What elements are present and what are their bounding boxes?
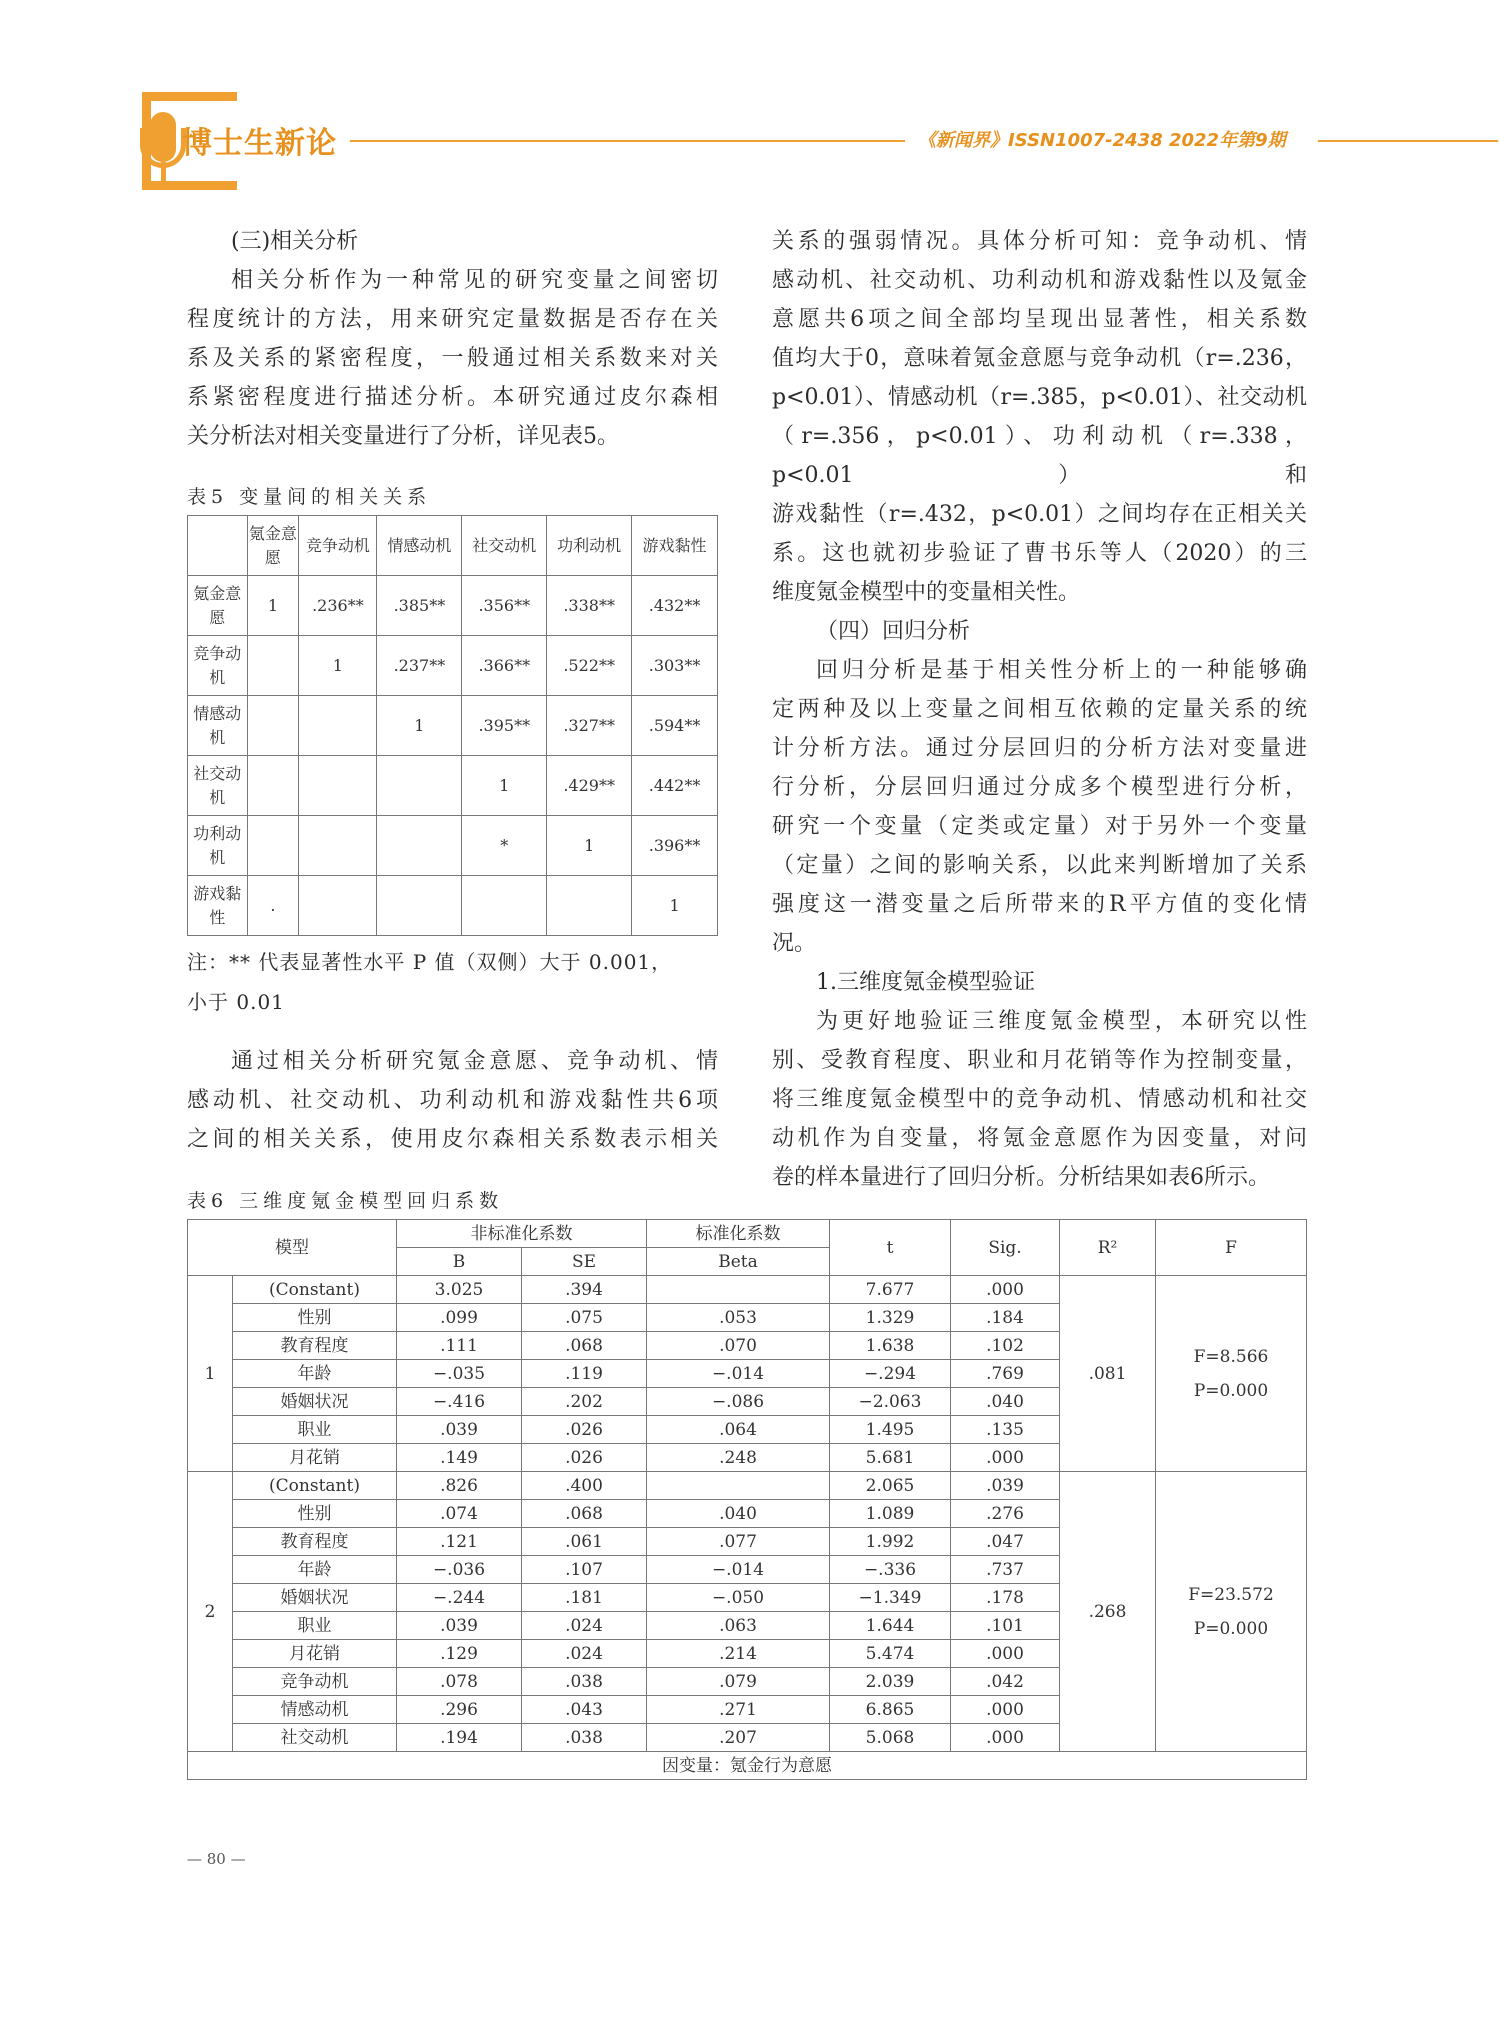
table-cell: 1.495 <box>830 1416 951 1444</box>
text-line: 将三维度氪金模型中的竞争动机、情感动机和社交 <box>772 1087 1307 1112</box>
table-cell: .181 <box>522 1584 647 1612</box>
col-header-b: B <box>397 1248 522 1276</box>
table-cell: .063 <box>647 1612 830 1640</box>
table-cell <box>377 876 462 936</box>
text-line: 卷的样本量进行了回归分析。分析结果如表6所示。 <box>772 1165 1270 1190</box>
table-cell: .042 <box>951 1668 1060 1696</box>
table5-correlation <box>187 515 718 936</box>
variable-name: (Constant) <box>233 1276 397 1304</box>
table-cell: −.244 <box>397 1584 522 1612</box>
table-cell: .135 <box>951 1416 1060 1444</box>
model-id: 1 <box>188 1276 233 1472</box>
text-line: 计分析方法。通过分层回归的分析方法对变量进 <box>772 736 1307 761</box>
table-cell: .040 <box>951 1388 1060 1416</box>
table-cell <box>247 756 299 816</box>
col-header: 社交动机 <box>462 516 547 576</box>
header-rule-right <box>1318 140 1498 142</box>
table-cell: 1 <box>299 636 377 696</box>
table-cell: .149 <box>397 1444 522 1472</box>
table-cell: .039 <box>397 1416 522 1444</box>
table-cell: .102 <box>951 1332 1060 1360</box>
variable-name: 月花销 <box>233 1640 397 1668</box>
microphone-head <box>150 112 176 162</box>
row-header: 社交动机 <box>188 756 248 816</box>
table-cell: .000 <box>951 1696 1060 1724</box>
right-column <box>772 222 1307 1197</box>
table-cell: .024 <box>522 1640 647 1668</box>
table-cell: .129 <box>397 1640 522 1668</box>
table-cell: 7.677 <box>830 1276 951 1304</box>
row-header: 游戏黏性 <box>188 876 248 936</box>
variable-name: 情感动机 <box>233 1696 397 1724</box>
table-cell: −.014 <box>647 1360 830 1388</box>
text-line: 行分析，分层回归通过分成多个模型进行分析， <box>772 775 1307 800</box>
r-squared: .268 <box>1060 1472 1156 1752</box>
row-header: 功利动机 <box>188 816 248 876</box>
table-cell: .077 <box>647 1528 830 1556</box>
variable-name: 年龄 <box>233 1360 397 1388</box>
table-cell: .000 <box>951 1640 1060 1668</box>
table-cell: .038 <box>522 1668 647 1696</box>
text-line: （定量）之间的影响关系，以此来判断增加了关系 <box>772 853 1307 878</box>
text-line: 关系的强弱情况。具体分析可知：竞争动机、情 <box>772 229 1307 254</box>
text-line: 动机作为自变量，将氪金意愿作为因变量，对问 <box>772 1126 1307 1151</box>
text-line: 之间的相关关系，使用皮尔森相关系数表示相关 <box>187 1127 718 1152</box>
table-cell: 1 <box>377 696 462 756</box>
table-cell: .038 <box>522 1724 647 1752</box>
table-cell <box>647 1276 830 1304</box>
col-header-beta: Beta <box>647 1248 830 1276</box>
table-cell: −.336 <box>830 1556 951 1584</box>
table-cell: .070 <box>647 1332 830 1360</box>
table-cell: .068 <box>522 1332 647 1360</box>
text-line: 相关分析作为一种常见的研究变量之间密切 <box>231 268 718 293</box>
text-line: 意愿共6项之间全部均呈现出显著性，相关系数 <box>772 307 1307 332</box>
table-cell: .202 <box>522 1388 647 1416</box>
subsection-title: 1.三维度氪金模型验证 <box>816 970 1035 995</box>
text-line: 维度氪金模型中的变量相关性。 <box>772 580 1081 605</box>
table-cell: 1.644 <box>830 1612 951 1640</box>
table-cell: .396** <box>632 816 718 876</box>
left-column-top <box>187 222 718 456</box>
table-cell: 2.039 <box>830 1668 951 1696</box>
text-line: 系及关系的紧密程度，一般通过相关系数来对关 <box>187 346 718 371</box>
note-line: 注：** 代表显著性水平 P 值（双侧）大于 0.001， <box>187 950 673 974</box>
table-cell: .442** <box>632 756 718 816</box>
variable-name: 月花销 <box>233 1444 397 1472</box>
col-header-unstd: 非标准化系数 <box>397 1220 647 1248</box>
left-column-bottom <box>187 1042 718 1159</box>
table-cell: .385** <box>377 576 462 636</box>
table-cell: .026 <box>522 1416 647 1444</box>
table-cell: .276 <box>951 1500 1060 1528</box>
table-cell: .394 <box>522 1276 647 1304</box>
table-cell: 2.065 <box>830 1472 951 1500</box>
table-cell: −.086 <box>647 1388 830 1416</box>
table-cell <box>247 696 299 756</box>
table-cell: .594** <box>632 696 718 756</box>
table-cell: .769 <box>951 1360 1060 1388</box>
f-statistic <box>1156 1276 1307 1472</box>
text-line: 感动机、社交动机、功利动机和游戏黏性以及氪金 <box>772 268 1307 293</box>
table-cell: −.014 <box>647 1556 830 1584</box>
variable-name: 婚姻状况 <box>233 1584 397 1612</box>
table-cell: .214 <box>647 1640 830 1668</box>
table-cell: 1 <box>462 756 547 816</box>
text-line: 定两种及以上变量之间相互依赖的定量关系的统 <box>772 697 1307 722</box>
row-header: 氪金意愿 <box>188 576 248 636</box>
col-header: 氪金意愿 <box>247 516 299 576</box>
table-cell: 5.068 <box>830 1724 951 1752</box>
table-cell: 1.329 <box>830 1304 951 1332</box>
f-statistic <box>1156 1472 1307 1752</box>
table-cell: 1 <box>247 576 299 636</box>
table-cell: 5.474 <box>830 1640 951 1668</box>
table-cell <box>299 876 377 936</box>
table-cell: .356** <box>462 576 547 636</box>
table-cell: .121 <box>397 1528 522 1556</box>
col-header-r2: R² <box>1060 1220 1156 1276</box>
table-cell: 1 <box>547 816 632 876</box>
variable-name: 性别 <box>233 1304 397 1332</box>
table-cell: .026 <box>522 1444 647 1472</box>
table-cell: 1 <box>632 876 718 936</box>
table-row <box>188 1276 1307 1304</box>
table-cell: .061 <box>522 1528 647 1556</box>
table-cell: −.050 <box>647 1584 830 1612</box>
p-value: P=0.000 <box>1193 1380 1269 1401</box>
table-cell: .178 <box>951 1584 1060 1612</box>
col-header-sig: Sig. <box>951 1220 1060 1276</box>
table-cell: .053 <box>647 1304 830 1332</box>
table-cell <box>377 816 462 876</box>
variable-name: (Constant) <box>233 1472 397 1500</box>
table-corner <box>188 516 248 576</box>
table-cell <box>547 876 632 936</box>
table-cell <box>377 756 462 816</box>
p-value: P=0.000 <box>1193 1618 1269 1639</box>
r-squared: .081 <box>1060 1276 1156 1472</box>
table-cell <box>247 636 299 696</box>
table-cell: 1.638 <box>830 1332 951 1360</box>
table-cell <box>647 1472 830 1500</box>
table-cell: .047 <box>951 1528 1060 1556</box>
table-cell: .039 <box>951 1472 1060 1500</box>
table-cell: .000 <box>951 1724 1060 1752</box>
table-cell <box>299 696 377 756</box>
table-cell: * <box>462 816 547 876</box>
col-header: 功利动机 <box>547 516 632 576</box>
section-title: （四）回归分析 <box>816 619 971 644</box>
text-line: 回归分析是基于相关性分析上的一种能够确 <box>816 658 1307 683</box>
table-cell: .107 <box>522 1556 647 1584</box>
col-header: 竞争动机 <box>299 516 377 576</box>
text-line: 研究一个变量（定类或定量）对于另外一个变量 <box>772 814 1307 839</box>
table-cell: −1.349 <box>830 1584 951 1612</box>
table-row <box>188 1472 1307 1500</box>
table-cell: −.035 <box>397 1360 522 1388</box>
table-cell: .119 <box>522 1360 647 1388</box>
variable-name: 性别 <box>233 1500 397 1528</box>
col-header-se: SE <box>522 1248 647 1276</box>
text-line: 游戏黏性（r=.432，p<0.01）之间均存在正相关关 <box>772 502 1307 527</box>
col-header: 情感动机 <box>377 516 462 576</box>
table-cell <box>462 876 547 936</box>
text-line: 感动机、社交动机、功利动机和游戏黏性共6项 <box>187 1088 718 1113</box>
section-title: (三)相关分析 <box>231 229 359 254</box>
table-cell: .400 <box>522 1472 647 1500</box>
text-line: 值均大于0，意味着氪金意愿与竞争动机（r=.236， <box>772 346 1307 371</box>
table-cell: .024 <box>522 1612 647 1640</box>
table-cell: −.294 <box>830 1360 951 1388</box>
table-cell: .432** <box>632 576 718 636</box>
table-cell: .296 <box>397 1696 522 1724</box>
note-line: 小于 0.01 <box>187 990 285 1014</box>
col-header: 游戏黏性 <box>632 516 718 576</box>
table-cell: 6.865 <box>830 1696 951 1724</box>
text-line: 通过相关分析研究氪金意愿、竞争动机、情 <box>231 1049 718 1074</box>
table-cell: .366** <box>462 636 547 696</box>
row-header: 情感动机 <box>188 696 248 756</box>
table-cell <box>299 816 377 876</box>
variable-name: 职业 <box>233 1612 397 1640</box>
table-cell: .078 <box>397 1668 522 1696</box>
col-header-f: F <box>1156 1220 1307 1276</box>
table-cell: 5.681 <box>830 1444 951 1472</box>
table-cell: .737 <box>951 1556 1060 1584</box>
table-cell: −.036 <box>397 1556 522 1584</box>
table-cell: −2.063 <box>830 1388 951 1416</box>
table-cell: .826 <box>397 1472 522 1500</box>
table-cell: .111 <box>397 1332 522 1360</box>
table-cell <box>299 756 377 816</box>
journal-info: 《新闻界》ISSN1007-2438 2022年第9期 <box>918 130 1286 151</box>
text-line: p<0.01）、情感动机（r=.385，p<0.01）、社交动机 <box>772 385 1307 410</box>
text-line: 关分析法对相关变量进行了分析，详见表5。 <box>187 424 619 449</box>
col-header-model: 模型 <box>188 1220 397 1276</box>
table-cell: .236** <box>299 576 377 636</box>
model-id: 2 <box>188 1472 233 1752</box>
table6-footer: 因变量：氪金行为意愿 <box>188 1752 1307 1780</box>
text-line: 况。 <box>772 931 817 956</box>
row-header: 竞争动机 <box>188 636 248 696</box>
table5-note <box>187 942 727 1022</box>
table-cell: .075 <box>522 1304 647 1332</box>
table-cell: .207 <box>647 1724 830 1752</box>
table-cell: . <box>247 876 299 936</box>
variable-name: 社交动机 <box>233 1724 397 1752</box>
table-cell: .099 <box>397 1304 522 1332</box>
table-cell: .040 <box>647 1500 830 1528</box>
variable-name: 职业 <box>233 1416 397 1444</box>
header-rule-left <box>350 140 905 142</box>
table-cell: 3.025 <box>397 1276 522 1304</box>
table-cell: .043 <box>522 1696 647 1724</box>
microphone-stem <box>161 162 166 188</box>
f-value: F=23.572 <box>1188 1584 1274 1605</box>
table-cell: .039 <box>397 1612 522 1640</box>
text-line: 程度统计的方法，用来研究定量数据是否存在关 <box>187 307 718 332</box>
text-line: （r=.356，p<0.01）、功利动机（r=.338，p<0.01）和 <box>772 424 1307 488</box>
table-cell: .327** <box>547 696 632 756</box>
table-cell: .237** <box>377 636 462 696</box>
table-cell: .074 <box>397 1500 522 1528</box>
page-number: — 80 — <box>187 1850 246 1868</box>
text-line: 系紧密程度进行描述分析。本研究通过皮尔森相 <box>187 385 718 410</box>
table-cell: −.416 <box>397 1388 522 1416</box>
variable-name: 教育程度 <box>233 1528 397 1556</box>
table-cell <box>247 816 299 876</box>
table-cell: .194 <box>397 1724 522 1752</box>
f-value: F=8.566 <box>1193 1346 1269 1367</box>
table5-caption: 表5 变量间的相关关系 <box>187 486 432 508</box>
table-cell: .248 <box>647 1444 830 1472</box>
table-cell: .079 <box>647 1668 830 1696</box>
text-line: 为更好地验证三维度氪金模型，本研究以性 <box>816 1009 1307 1034</box>
table6-caption: 表6 三维度氪金模型回归系数 <box>187 1190 504 1212</box>
text-line: 别、受教育程度、职业和月花销等作为控制变量， <box>772 1048 1307 1073</box>
table-cell: .522** <box>547 636 632 696</box>
col-header-t: t <box>830 1220 951 1276</box>
table-cell: .303** <box>632 636 718 696</box>
table-cell: 1.089 <box>830 1500 951 1528</box>
table-cell: .000 <box>951 1276 1060 1304</box>
variable-name: 教育程度 <box>233 1332 397 1360</box>
variable-name: 婚姻状况 <box>233 1388 397 1416</box>
table-cell: .064 <box>647 1416 830 1444</box>
table-cell: .000 <box>951 1444 1060 1472</box>
table-cell: .338** <box>547 576 632 636</box>
table-cell: 1.992 <box>830 1528 951 1556</box>
text-line: 系。这也就初步验证了曹书乐等人（2020）的三 <box>772 541 1307 566</box>
table-cell: .101 <box>951 1612 1060 1640</box>
variable-name: 年龄 <box>233 1556 397 1584</box>
col-header-std: 标准化系数 <box>647 1220 830 1248</box>
section-brand: 博士生新论 <box>182 126 337 161</box>
table-cell: .271 <box>647 1696 830 1724</box>
table-cell: .068 <box>522 1500 647 1528</box>
table-cell: .184 <box>951 1304 1060 1332</box>
text-line: 强度这一潜变量之后所带来的R平方值的变化情 <box>772 892 1307 917</box>
table-cell: .429** <box>547 756 632 816</box>
table-cell: .395** <box>462 696 547 756</box>
variable-name: 竞争动机 <box>233 1668 397 1696</box>
table6-regression <box>187 1219 1307 1780</box>
